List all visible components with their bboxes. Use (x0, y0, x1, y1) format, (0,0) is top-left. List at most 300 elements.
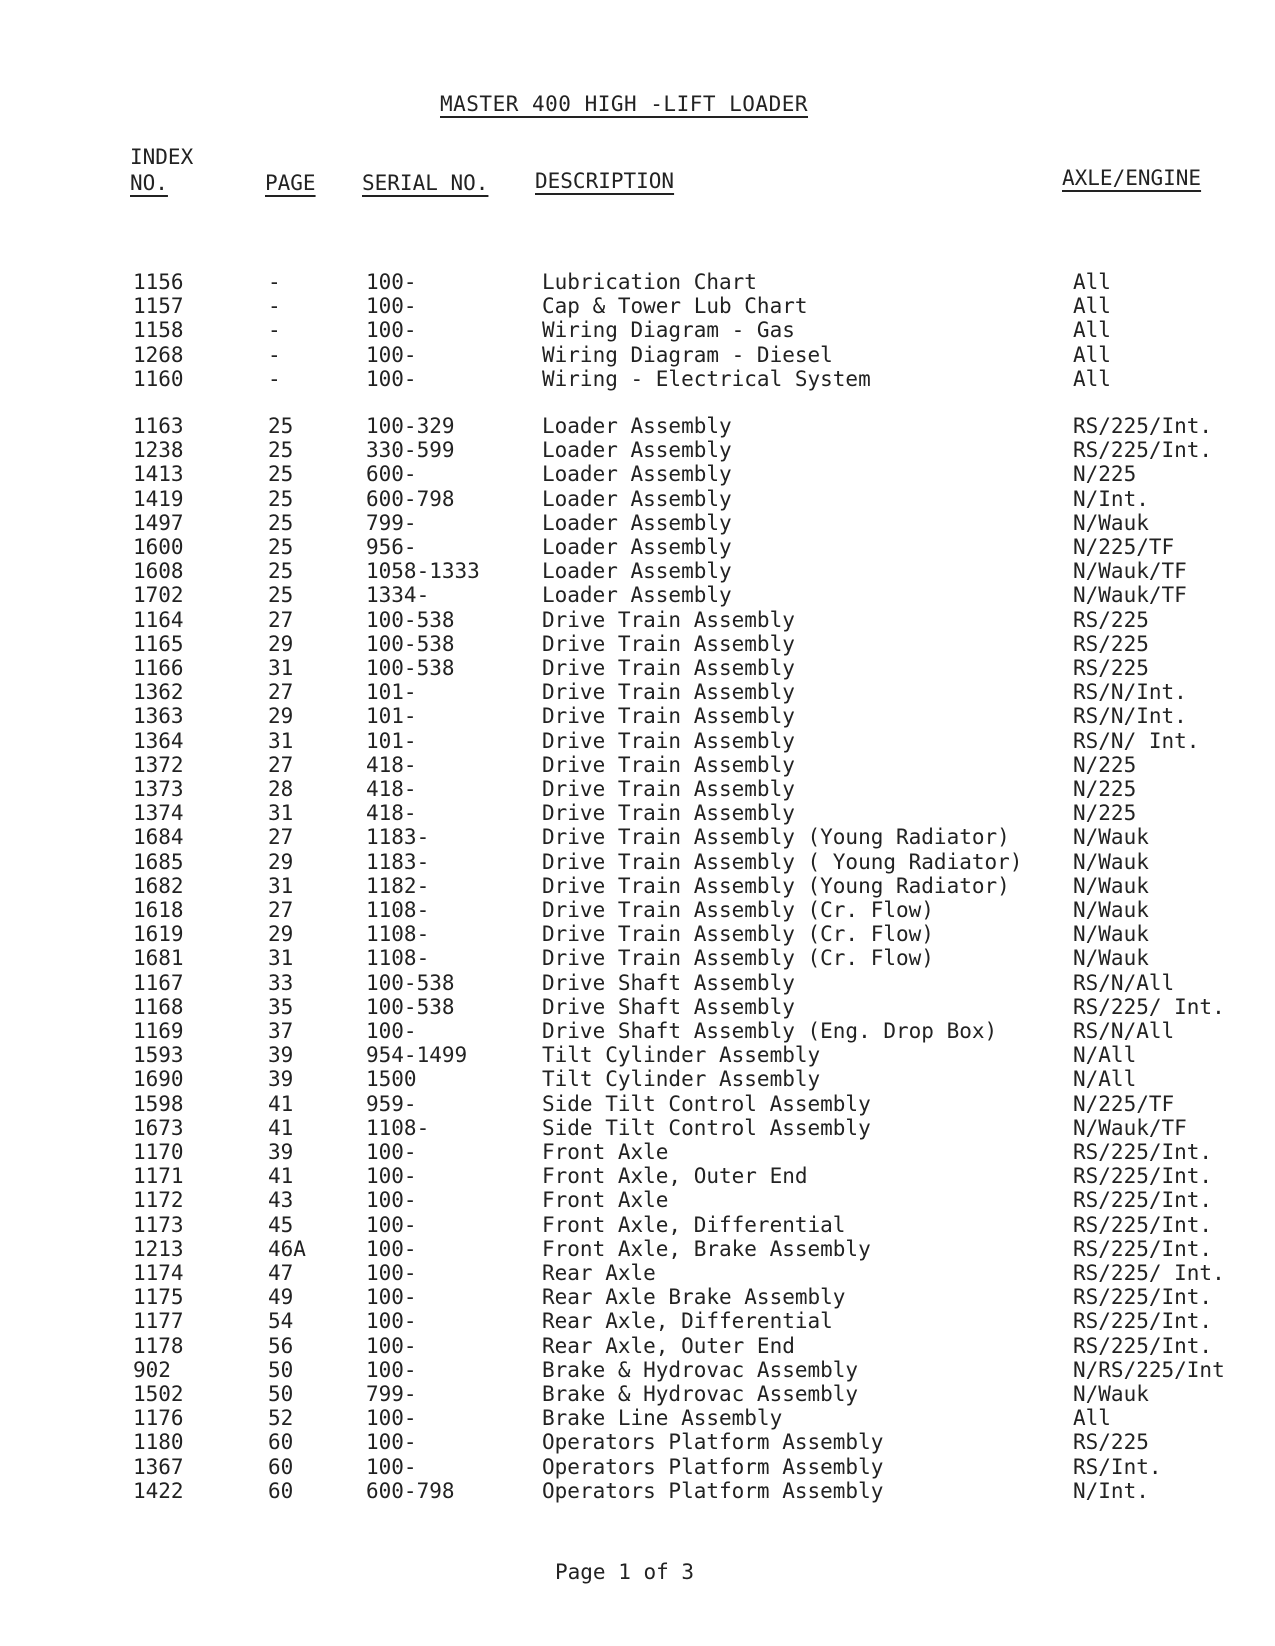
table-row (0, 1140, 1275, 1164)
row-serial-no: 600-798 (366, 1478, 455, 1503)
row-description: Operators Platform Assembly (542, 1478, 884, 1503)
row-serial-no: 100- (366, 1140, 417, 1164)
row-description: Drive Train Assembly (542, 680, 795, 705)
row-axle-engine: N/Wauk/TF (1073, 583, 1187, 608)
row-axle-engine: RS/225/Int. (1073, 1285, 1213, 1310)
row-description: Loader Assembly (542, 583, 732, 608)
row-axle-engine: N/Wauk (1073, 1382, 1149, 1406)
row-page: 25 (268, 462, 294, 487)
row-serial-no: 100- (366, 366, 417, 391)
row-serial-no: 1108- (366, 922, 430, 947)
row-index-no: 1170 (133, 1140, 184, 1164)
row-index-no: 1419 (133, 486, 184, 511)
row-serial-no: 100- (366, 1261, 417, 1285)
row-description: Drive Train Assembly (542, 656, 795, 680)
row-description: Drive Train Assembly (542, 607, 795, 632)
table-row (0, 294, 1275, 318)
row-description: Drive Shaft Assembly (Eng. Drop Box) (542, 1019, 998, 1043)
header-description: DESCRIPTION (535, 169, 675, 193)
row-serial-no: 100-538 (366, 970, 455, 995)
row-axle-engine: N/All (1073, 1043, 1137, 1068)
row-serial-no: 100-538 (366, 994, 455, 1019)
table-row (0, 801, 1275, 825)
row-axle-engine: N/225 (1073, 801, 1137, 826)
row-serial-no: 600- (366, 462, 417, 487)
header-index-line1: INDEX (130, 145, 194, 169)
row-description: Wiring Diagram - Diesel (542, 342, 833, 367)
row-index-no: 1169 (133, 1019, 184, 1043)
row-index-no: 1497 (133, 510, 184, 535)
row-index-no: 1413 (133, 462, 184, 487)
table-row (0, 1285, 1275, 1309)
row-axle-engine: All (1073, 270, 1111, 294)
row-description: Drive Train Assembly (542, 777, 795, 801)
table-row (0, 1237, 1275, 1261)
row-description: Brake Line Assembly (542, 1406, 783, 1431)
row-index-no: 1364 (133, 728, 184, 753)
row-description: Drive Train Assembly ( Young Radiator) (542, 849, 1023, 874)
table-row (0, 1334, 1275, 1358)
table-row (0, 680, 1275, 704)
row-description: Loader Assembly (542, 559, 732, 584)
row-serial-no: 1108- (366, 1115, 430, 1140)
row-description: Drive Train Assembly (542, 752, 795, 777)
row-index-no: 1372 (133, 752, 184, 777)
row-page: 25 (268, 535, 294, 559)
row-serial-no: 956- (366, 535, 417, 559)
row-description: Drive Train Assembly (542, 728, 795, 753)
row-page: 33 (268, 970, 294, 995)
row-page: 60 (268, 1454, 294, 1479)
row-description: Brake & Hydrovac Assembly (542, 1382, 859, 1406)
row-page: 35 (268, 994, 294, 1019)
row-axle-engine: RS/N/ Int. (1073, 728, 1200, 753)
row-page: 54 (268, 1309, 294, 1334)
row-axle-engine: RS/Int. (1073, 1454, 1162, 1479)
table-row (0, 462, 1275, 486)
row-axle-engine: RS/225/Int. (1073, 1236, 1213, 1261)
row-serial-no: 100- (366, 1406, 417, 1431)
row-page: 41 (268, 1115, 294, 1140)
table-row (0, 414, 1275, 438)
table-row (0, 825, 1275, 849)
table-row (0, 656, 1275, 680)
row-page: 31 (268, 728, 294, 753)
row-description: Tilt Cylinder Assembly (542, 1043, 821, 1068)
row-page: 29 (268, 922, 294, 947)
row-serial-no: 100- (366, 1333, 417, 1358)
row-description: Loader Assembly (542, 535, 732, 559)
row-serial-no: 1334- (366, 583, 430, 608)
table-row (0, 1406, 1275, 1430)
row-description: Drive Train Assembly (542, 704, 795, 729)
row-index-no: 1367 (133, 1454, 184, 1479)
row-description: Rear Axle, Differential (542, 1309, 833, 1334)
table-row (0, 1213, 1275, 1237)
row-serial-no: 954-1499 (366, 1043, 468, 1068)
row-description: Front Axle (542, 1140, 669, 1164)
row-axle-engine: RS/225 (1073, 607, 1149, 632)
row-axle-engine: N/Wauk (1073, 922, 1149, 947)
row-page: 37 (268, 1019, 294, 1043)
row-index-no: 1598 (133, 1091, 184, 1116)
row-axle-engine: RS/225/Int. (1073, 414, 1213, 438)
row-page: 25 (268, 414, 294, 438)
row-description: Rear Axle, Outer End (542, 1333, 795, 1358)
row-serial-no: 100- (366, 294, 417, 319)
row-serial-no: 1108- (366, 946, 430, 971)
row-axle-engine: N/Wauk (1073, 873, 1149, 898)
row-axle-engine: RS/N/Int. (1073, 680, 1187, 705)
table-row (0, 511, 1275, 535)
row-description: Loader Assembly (542, 438, 732, 463)
row-serial-no: 799- (366, 1382, 417, 1406)
table-row (0, 535, 1275, 559)
row-serial-no: 100- (366, 1212, 417, 1237)
row-index-no: 1690 (133, 1067, 184, 1092)
row-axle-engine: RS/225/Int. (1073, 438, 1213, 463)
row-index-no: 1619 (133, 922, 184, 947)
row-page: 39 (268, 1067, 294, 1092)
row-page: - (268, 366, 281, 391)
row-axle-engine: RS/N/Int. (1073, 704, 1187, 729)
table-row (0, 729, 1275, 753)
row-page: 39 (268, 1043, 294, 1068)
header-index (130, 144, 193, 196)
row-axle-engine: RS/225 (1073, 1430, 1149, 1455)
row-description: Drive Train Assembly (Young Radiator) (542, 873, 1010, 898)
header-axle-engine: AXLE/ENGINE (1062, 166, 1202, 190)
row-axle-engine: N/Int. (1073, 486, 1149, 511)
row-serial-no: 100- (366, 270, 417, 294)
header-index-line2: NO. (130, 171, 168, 195)
row-page: 49 (268, 1285, 294, 1310)
row-page: - (268, 294, 281, 319)
table-row (0, 1067, 1275, 1091)
table-row (0, 1430, 1275, 1454)
table-row (0, 1358, 1275, 1382)
row-page: 60 (268, 1430, 294, 1455)
row-page: 41 (268, 1164, 294, 1189)
row-axle-engine: All (1073, 294, 1111, 319)
row-index-no: 1374 (133, 801, 184, 826)
header-page: PAGE (265, 171, 316, 195)
row-serial-no: 959- (366, 1091, 417, 1116)
row-axle-engine: N/225/TF (1073, 535, 1175, 559)
table-row (0, 898, 1275, 922)
row-page: 43 (268, 1188, 294, 1213)
row-description: Cap & Tower Lub Chart (542, 294, 808, 319)
row-axle-engine: RS/225/ Int. (1073, 1261, 1225, 1285)
page-footer: Page 1 of 3 (555, 1560, 695, 1584)
row-axle-engine: N/Int. (1073, 1478, 1149, 1503)
table-row (0, 270, 1275, 294)
row-index-no: 1160 (133, 366, 184, 391)
table-row (0, 946, 1275, 970)
row-page: 27 (268, 607, 294, 632)
table-row (0, 1116, 1275, 1140)
row-serial-no: 100-329 (366, 414, 455, 438)
row-axle-engine: N/225 (1073, 752, 1137, 777)
row-page: 50 (268, 1382, 294, 1406)
table-row (0, 632, 1275, 656)
row-page: 39 (268, 1140, 294, 1164)
document-title: MASTER 400 HIGH -LIFT LOADER (440, 92, 809, 116)
row-page: - (268, 342, 281, 367)
row-index-no: 1172 (133, 1188, 184, 1213)
row-index-no: 1166 (133, 656, 184, 680)
row-axle-engine: RS/225 (1073, 631, 1149, 656)
row-page: 56 (268, 1333, 294, 1358)
row-page: 27 (268, 825, 294, 850)
row-description: Front Axle, Outer End (542, 1164, 808, 1189)
row-description: Rear Axle (542, 1261, 656, 1285)
table-row (0, 971, 1275, 995)
row-index-no: 1682 (133, 873, 184, 898)
row-serial-no: 100- (366, 1285, 417, 1310)
row-description: Drive Train Assembly (Young Radiator) (542, 825, 1010, 850)
row-page: 27 (268, 752, 294, 777)
row-index-no: 1363 (133, 704, 184, 729)
row-index-no: 1213 (133, 1236, 184, 1261)
row-serial-no: 1500 (366, 1067, 417, 1092)
row-axle-engine: N/Wauk (1073, 849, 1149, 874)
row-axle-engine: N/225 (1073, 777, 1137, 801)
table-row (0, 1019, 1275, 1043)
row-page: 60 (268, 1478, 294, 1503)
row-axle-engine: RS/225/Int. (1073, 1188, 1213, 1213)
row-page: 52 (268, 1406, 294, 1431)
row-axle-engine: RS/225/Int. (1073, 1164, 1213, 1189)
row-index-no: 1177 (133, 1309, 184, 1334)
row-serial-no: 1183- (366, 849, 430, 874)
row-index-no: 1171 (133, 1164, 184, 1189)
table-row (0, 704, 1275, 728)
row-index-no: 1174 (133, 1261, 184, 1285)
row-axle-engine: N/All (1073, 1067, 1137, 1092)
row-page: 41 (268, 1091, 294, 1116)
table-row (0, 343, 1275, 367)
row-axle-engine: RS/N/All (1073, 1019, 1175, 1043)
table-row (0, 922, 1275, 946)
row-axle-engine: N/225 (1073, 462, 1137, 487)
row-index-no: 1238 (133, 438, 184, 463)
row-description: Operators Platform Assembly (542, 1430, 884, 1455)
row-page: 29 (268, 704, 294, 729)
row-serial-no: 418- (366, 752, 417, 777)
row-page: - (268, 318, 281, 343)
row-index-no: 1422 (133, 1478, 184, 1503)
row-index-no: 1362 (133, 680, 184, 705)
row-description: Loader Assembly (542, 414, 732, 438)
row-index-no: 1176 (133, 1406, 184, 1431)
table-row (0, 1164, 1275, 1188)
row-page: - (268, 270, 281, 294)
row-axle-engine: All (1073, 366, 1111, 391)
row-axle-engine: N/Wauk (1073, 898, 1149, 922)
table-row (0, 1188, 1275, 1212)
row-description: Loader Assembly (542, 462, 732, 487)
row-description: Drive Shaft Assembly (542, 994, 795, 1019)
row-description: Front Axle, Differential (542, 1212, 846, 1237)
row-description: Operators Platform Assembly (542, 1454, 884, 1479)
row-page: 31 (268, 873, 294, 898)
row-serial-no: 100- (366, 1019, 417, 1043)
row-index-no: 1175 (133, 1285, 184, 1310)
table-row (0, 995, 1275, 1019)
row-description: Drive Train Assembly (Cr. Flow) (542, 946, 934, 971)
table-row (0, 1479, 1275, 1503)
row-serial-no: 100-538 (366, 656, 455, 680)
row-index-no: 1178 (133, 1333, 184, 1358)
table-row (0, 487, 1275, 511)
row-description: Drive Train Assembly (542, 801, 795, 826)
row-description: Side Tilt Control Assembly (542, 1091, 871, 1116)
row-axle-engine: All (1073, 1406, 1111, 1431)
row-index-no: 1180 (133, 1430, 184, 1455)
row-page: 29 (268, 631, 294, 656)
table-row (0, 583, 1275, 607)
row-axle-engine: N/RS/225/Int (1073, 1357, 1225, 1382)
table-row (0, 1455, 1275, 1479)
row-description: Front Axle (542, 1188, 669, 1213)
row-description: Brake & Hydrovac Assembly (542, 1357, 859, 1382)
header-serial: SERIAL NO. (362, 171, 489, 195)
row-page: 25 (268, 510, 294, 535)
table-row (0, 1092, 1275, 1116)
row-serial-no: 330-599 (366, 438, 455, 463)
row-index-no: 1173 (133, 1212, 184, 1237)
row-index-no: 1167 (133, 970, 184, 995)
row-description: Wiring Diagram - Gas (542, 318, 795, 343)
row-page: 25 (268, 486, 294, 511)
table-row (0, 850, 1275, 874)
table-row (0, 608, 1275, 632)
row-description: Rear Axle Brake Assembly (542, 1285, 846, 1310)
row-axle-engine: N/225/TF (1073, 1091, 1175, 1116)
table-row (0, 367, 1275, 391)
row-serial-no: 600-798 (366, 486, 455, 511)
row-index-no: 1158 (133, 318, 184, 343)
row-page: 25 (268, 583, 294, 608)
row-description: Drive Train Assembly (542, 631, 795, 656)
row-description: Drive Shaft Assembly (542, 970, 795, 995)
row-axle-engine: N/Wauk/TF (1073, 559, 1187, 584)
row-index-no: 1168 (133, 994, 184, 1019)
row-page: 25 (268, 438, 294, 463)
row-page: 50 (268, 1357, 294, 1382)
row-description: Lubrication Chart (542, 270, 757, 294)
row-page: 29 (268, 849, 294, 874)
table-row (0, 1382, 1275, 1406)
row-serial-no: 100- (366, 1236, 417, 1261)
row-axle-engine: N/Wauk (1073, 825, 1149, 850)
row-description: Wiring - Electrical System (542, 366, 871, 391)
row-serial-no: 100- (366, 1188, 417, 1213)
row-index-no: 1156 (133, 270, 184, 294)
row-index-no: 1618 (133, 898, 184, 922)
row-description: Drive Train Assembly (Cr. Flow) (542, 898, 934, 922)
row-serial-no: 100- (366, 1164, 417, 1189)
row-index-no: 1164 (133, 607, 184, 632)
row-serial-no: 101- (366, 680, 417, 705)
table-row (0, 1309, 1275, 1333)
row-serial-no: 101- (366, 728, 417, 753)
table-row (0, 753, 1275, 777)
row-axle-engine: N/Wauk (1073, 946, 1149, 971)
row-index-no: 1165 (133, 631, 184, 656)
table-row (0, 1043, 1275, 1067)
row-serial-no: 100-538 (366, 607, 455, 632)
row-description: Side Tilt Control Assembly (542, 1115, 871, 1140)
table-row (0, 874, 1275, 898)
row-page: 46A (268, 1236, 306, 1261)
row-axle-engine: N/Wauk/TF (1073, 1115, 1187, 1140)
row-serial-no: 100- (366, 342, 417, 367)
row-axle-engine: RS/225/Int. (1073, 1212, 1213, 1237)
row-index-no: 902 (133, 1357, 171, 1382)
row-axle-engine: All (1073, 318, 1111, 343)
row-serial-no: 100- (366, 318, 417, 343)
table-row (0, 777, 1275, 801)
row-serial-no: 1183- (366, 825, 430, 850)
table-row (0, 318, 1275, 342)
row-axle-engine: All (1073, 342, 1111, 367)
row-page: 47 (268, 1261, 294, 1285)
row-page: 25 (268, 559, 294, 584)
row-serial-no: 1182- (366, 873, 430, 898)
row-index-no: 1268 (133, 342, 184, 367)
row-index-no: 1502 (133, 1382, 184, 1406)
row-page: 31 (268, 946, 294, 971)
row-description: Front Axle, Brake Assembly (542, 1236, 871, 1261)
row-serial-no: 100-538 (366, 631, 455, 656)
row-description: Tilt Cylinder Assembly (542, 1067, 821, 1092)
row-page: 27 (268, 680, 294, 705)
row-index-no: 1157 (133, 294, 184, 319)
row-index-no: 1684 (133, 825, 184, 850)
row-serial-no: 1058-1333 (366, 559, 480, 584)
row-serial-no: 100- (366, 1454, 417, 1479)
row-index-no: 1608 (133, 559, 184, 584)
row-axle-engine: RS/225/ Int. (1073, 994, 1225, 1019)
row-serial-no: 101- (366, 704, 417, 729)
row-serial-no: 100- (366, 1309, 417, 1334)
row-index-no: 1373 (133, 777, 184, 801)
row-index-no: 1673 (133, 1115, 184, 1140)
row-axle-engine: RS/225/Int. (1073, 1333, 1213, 1358)
row-axle-engine: RS/225/Int. (1073, 1309, 1213, 1334)
row-description: Loader Assembly (542, 486, 732, 511)
row-index-no: 1702 (133, 583, 184, 608)
row-index-no: 1681 (133, 946, 184, 971)
row-page: 31 (268, 801, 294, 826)
table-row (0, 559, 1275, 583)
row-serial-no: 1108- (366, 898, 430, 922)
row-serial-no: 418- (366, 777, 417, 801)
row-description: Loader Assembly (542, 510, 732, 535)
row-page: 27 (268, 898, 294, 922)
row-axle-engine: RS/225 (1073, 656, 1149, 680)
row-axle-engine: N/Wauk (1073, 510, 1149, 535)
table-row (0, 1261, 1275, 1285)
row-index-no: 1600 (133, 535, 184, 559)
row-page: 28 (268, 777, 294, 801)
row-page: 45 (268, 1212, 294, 1237)
row-index-no: 1593 (133, 1043, 184, 1068)
row-page: 31 (268, 656, 294, 680)
row-serial-no: 100- (366, 1430, 417, 1455)
